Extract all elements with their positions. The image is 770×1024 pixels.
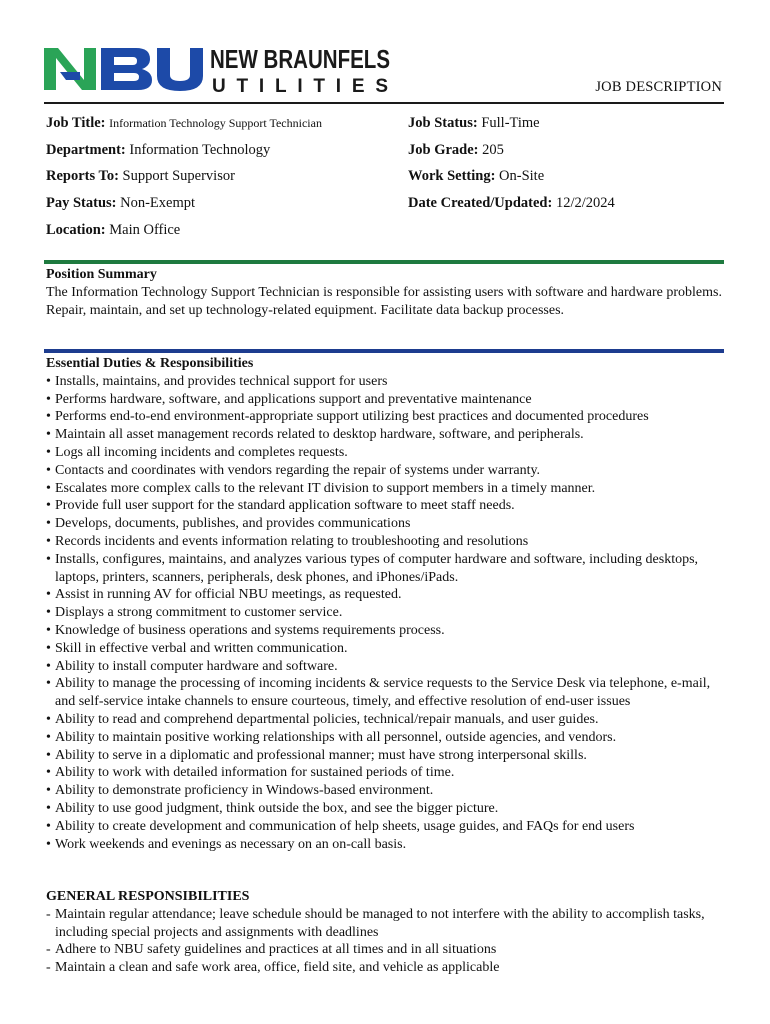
- list-item: • Performs hardware, software, and applications support and preventative maintenance: [46, 391, 726, 409]
- list-item: • Escalates more complex calls to the relevant IT division to support members in a timely manner.: [46, 480, 726, 498]
- field-value: Main Office: [109, 222, 181, 238]
- summary-text: The Information Technology Support Technician is responsible for assisting users with software and hardware problems. Repair, maintain, and set up technology-related equipment. Facilitate data backup processes.: [46, 284, 722, 318]
- list-item: • Ability to work with detailed information for sustained periods of time.: [46, 764, 726, 782]
- field-value: Information Technology Support Technician: [109, 116, 322, 130]
- field-location: [46, 222, 180, 239]
- field-job-title: [46, 115, 322, 132]
- general-heading: GENERAL RESPONSIBILITIES: [46, 889, 250, 904]
- list-item: • Ability to manage the processing of incoming incidents & service requests to the Service Desk via telephone, e-mail, and self-service intake channels to ensure courteous, timely, and effective resolution of end-user issues: [46, 675, 726, 711]
- duties-list: [46, 373, 726, 854]
- logo-name-line1: NEW BRAUNFELS: [210, 44, 390, 74]
- list-item: • Ability to maintain positive working relationships with all personnel, outside agencies, and vendors.: [46, 729, 726, 747]
- field-value: Information Technology: [129, 142, 271, 158]
- field-label: Job Title:: [46, 115, 106, 131]
- general-responsibilities: [46, 888, 726, 977]
- field-value: 205: [482, 142, 504, 158]
- list-item: • Contacts and coordinates with vendors regarding the repair of systems under warranty.: [46, 462, 726, 480]
- list-item: - Maintain a clean and safe work area, office, field site, and vehicle as applicable: [46, 959, 726, 977]
- nbu-mark: [44, 48, 203, 91]
- general-list: [46, 906, 726, 977]
- field-label: Work Setting:: [408, 168, 496, 184]
- list-item: • Displays a strong commitment to customer service.: [46, 604, 726, 622]
- logo-name-line2: UTILITIES: [212, 76, 388, 97]
- field-label: Reports To:: [46, 168, 119, 184]
- field-label: Department:: [46, 142, 126, 158]
- list-item: • Provide full user support for the standard application software to meet staff needs.: [46, 497, 726, 515]
- field-job-status: [408, 115, 540, 132]
- list-item: • Develops, documents, publishes, and provides communications: [46, 515, 726, 533]
- list-item: • Ability to install computer hardware and software.: [46, 658, 726, 676]
- list-item: • Records incidents and events information relating to troubleshooting and resolutions: [46, 533, 726, 551]
- list-item: • Work weekends and evenings as necessary on an on-call basis.: [46, 836, 726, 854]
- summary-heading: Position Summary: [46, 267, 157, 282]
- essential-duties: [46, 355, 726, 853]
- field-label: Date Created/Updated:: [408, 195, 553, 211]
- list-item: • Skill in effective verbal and written communication.: [46, 640, 726, 658]
- field-label: Job Grade:: [408, 142, 479, 158]
- field-value: Full-Time: [481, 115, 540, 131]
- field-label: Location:: [46, 222, 106, 238]
- nbu-logo: [44, 44, 394, 97]
- list-item: • Logs all incoming incidents and completes requests.: [46, 444, 726, 462]
- list-item: • Ability to use good judgment, think outside the box, and see the bigger picture.: [46, 800, 726, 818]
- duties-divider: [44, 349, 724, 353]
- list-item: - Maintain regular attendance; leave schedule should be managed to not interfere with the ability to accomplish tasks, including special projects and assignments with deadlines: [46, 906, 726, 942]
- list-item: • Installs, maintains, and provides technical support for users: [46, 373, 726, 391]
- field-pay-status: [46, 195, 195, 212]
- list-item: • Ability to create development and communication of help sheets, usage guides, and FAQs for end users: [46, 818, 726, 836]
- field-value: Support Supervisor: [122, 168, 235, 184]
- header-rule: [44, 102, 724, 104]
- field-value: 12/2/2024: [555, 195, 615, 211]
- list-item: • Installs, configures, maintains, and analyzes various types of computer hardware and software, including desktops, laptops, printers, scanners, peripherals, desk phones, and iPhones/iPads.: [46, 551, 726, 587]
- field-label: Pay Status:: [46, 195, 117, 211]
- list-item: • Ability to serve in a diplomatic and professional manner; must have strong interpersonal skills.: [46, 747, 726, 765]
- field-value: Non-Exempt: [120, 195, 196, 211]
- field-label: Job Status:: [408, 115, 478, 131]
- list-item: • Assist in running AV for official NBU meetings, as requested.: [46, 586, 726, 604]
- field-reports-to: [46, 168, 235, 185]
- list-item: • Performs end-to-end environment-appropriate support utilizing best practices and documented procedures: [46, 408, 726, 426]
- list-item: - Adhere to NBU safety guidelines and practices at all times and in all situations: [46, 941, 726, 959]
- document-type: JOB DESCRIPTION: [595, 79, 722, 95]
- field-value: On-Site: [499, 168, 545, 184]
- list-item: • Ability to read and comprehend departmental policies, technical/repair manuals, and user guides.: [46, 711, 726, 729]
- duties-heading: Essential Duties & Responsibilities: [46, 356, 254, 371]
- field-job-grade: [408, 142, 504, 159]
- field-department: [46, 142, 270, 159]
- field-date-created: [408, 195, 615, 212]
- field-work-setting: [408, 168, 544, 185]
- list-item: • Ability to demonstrate proficiency in Windows-based environment.: [46, 782, 726, 800]
- list-item: • Knowledge of business operations and systems requirements process.: [46, 622, 726, 640]
- summary-divider: [44, 260, 724, 264]
- list-item: • Maintain all asset management records related to desktop hardware, software, and peripherals.: [46, 426, 726, 444]
- position-summary: [46, 266, 726, 319]
